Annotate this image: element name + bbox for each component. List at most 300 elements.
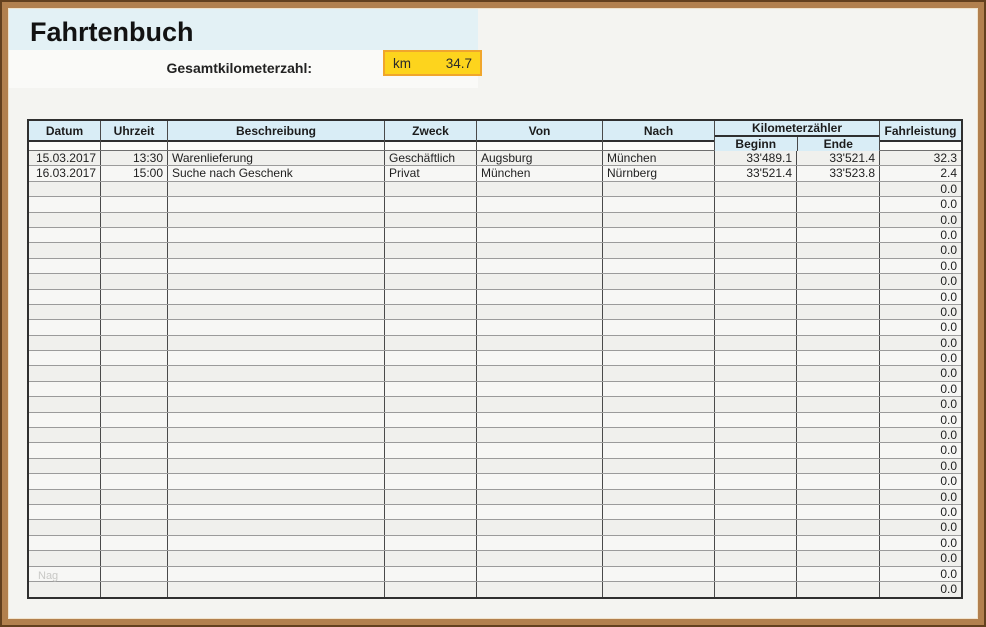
cell-zweck[interactable] — [385, 213, 477, 227]
table-row — [29, 290, 961, 305]
cell-zweck[interactable] — [385, 459, 477, 473]
table-row — [29, 474, 961, 489]
table-row — [29, 320, 961, 335]
cell-beginn[interactable] — [715, 182, 797, 196]
cell-uhrzeit[interactable] — [101, 290, 168, 304]
column-header-beginn: Beginn — [715, 137, 798, 151]
cell-von[interactable] — [477, 290, 603, 304]
cell-uhrzeit[interactable]: 13:30 — [101, 151, 168, 165]
table-row — [29, 259, 961, 274]
table-row — [29, 274, 961, 289]
cell-nach[interactable] — [603, 351, 715, 365]
cell-beschreibung[interactable] — [168, 490, 385, 504]
table-row — [29, 490, 961, 505]
cell-von[interactable] — [477, 213, 603, 227]
cell-fahrleistung[interactable]: 0.0 — [940, 381, 957, 396]
cell-beginn[interactable] — [715, 490, 797, 504]
cell-nach[interactable]: Nürnberg — [603, 166, 715, 180]
cell-nach[interactable] — [603, 320, 715, 334]
cell-uhrzeit[interactable] — [101, 305, 168, 319]
cell-von[interactable] — [477, 413, 603, 427]
cell-beschreibung[interactable] — [168, 336, 385, 350]
cell-von[interactable] — [477, 536, 603, 550]
cell-datum[interactable] — [29, 551, 101, 565]
cell-nach[interactable] — [603, 243, 715, 257]
cell-nach[interactable] — [603, 520, 715, 534]
table-row — [29, 305, 961, 320]
cell-ende[interactable] — [797, 320, 880, 334]
cell-zweck[interactable]: Geschäftlich — [385, 151, 477, 165]
table-row — [29, 567, 961, 582]
cell-von[interactable] — [477, 459, 603, 473]
cell-datum[interactable] — [29, 582, 101, 597]
cell-beschreibung[interactable] — [168, 259, 385, 273]
cell-von[interactable] — [477, 305, 603, 319]
cell-datum[interactable] — [29, 459, 101, 473]
table-row — [29, 382, 961, 397]
cell-datum[interactable] — [29, 536, 101, 550]
cell-datum[interactable] — [29, 413, 101, 427]
cell-nach[interactable] — [603, 213, 715, 227]
cell-von[interactable] — [477, 197, 603, 211]
cell-datum[interactable]: 16.03.2017 — [29, 166, 101, 180]
cell-von[interactable] — [477, 382, 603, 396]
cell-datum[interactable] — [29, 443, 101, 457]
cell-beginn[interactable] — [715, 459, 797, 473]
cell-fahrleistung[interactable]: 2.4 — [940, 166, 957, 181]
cell-uhrzeit[interactable] — [101, 443, 168, 457]
cell-uhrzeit[interactable] — [101, 459, 168, 473]
cell-beginn[interactable] — [715, 259, 797, 273]
cell-nach[interactable] — [603, 490, 715, 504]
cell-zweck[interactable] — [385, 197, 477, 211]
cell-uhrzeit[interactable] — [101, 351, 168, 365]
cell-beschreibung[interactable] — [168, 459, 385, 473]
cell-uhrzeit[interactable] — [101, 320, 168, 334]
cell-beschreibung[interactable] — [168, 243, 385, 257]
cell-beginn[interactable] — [715, 243, 797, 257]
cell-datum[interactable] — [29, 490, 101, 504]
cell-zweck[interactable] — [385, 228, 477, 242]
cell-beschreibung[interactable] — [168, 413, 385, 427]
cell-ende[interactable] — [797, 259, 880, 273]
cell-fahrleistung[interactable]: 0.0 — [940, 397, 957, 412]
cell-nach[interactable] — [603, 443, 715, 457]
cell-datum[interactable] — [29, 505, 101, 519]
cell-fahrleistung[interactable]: 0.0 — [940, 366, 957, 381]
cell-zweck[interactable] — [385, 428, 477, 442]
cell-zweck[interactable] — [385, 351, 477, 365]
cell-beschreibung[interactable] — [168, 397, 385, 411]
cell-datum[interactable] — [29, 197, 101, 211]
table-row — [29, 213, 961, 228]
cell-beginn[interactable] — [715, 197, 797, 211]
cell-zweck[interactable] — [385, 305, 477, 319]
cell-datum[interactable] — [29, 243, 101, 257]
cell-nach[interactable] — [603, 536, 715, 550]
cell-nach[interactable] — [603, 505, 715, 519]
cell-zweck[interactable] — [385, 413, 477, 427]
cell-ende[interactable]: 33'523.8 — [797, 166, 880, 180]
cell-ende[interactable] — [797, 243, 880, 257]
cell-uhrzeit[interactable] — [101, 228, 168, 242]
cell-ende[interactable] — [797, 443, 880, 457]
cell-von[interactable] — [477, 520, 603, 534]
cell-uhrzeit[interactable] — [101, 397, 168, 411]
cell-datum[interactable] — [29, 520, 101, 534]
cell-datum[interactable] — [29, 259, 101, 273]
cell-datum[interactable] — [29, 290, 101, 304]
cell-uhrzeit[interactable] — [101, 182, 168, 196]
cell-fahrleistung[interactable]: 0.0 — [940, 243, 957, 258]
cell-ende[interactable]: 33'521.4 — [797, 151, 880, 165]
cell-beginn[interactable] — [715, 290, 797, 304]
cell-datum[interactable] — [29, 305, 101, 319]
cell-beginn[interactable] — [715, 505, 797, 519]
cell-von[interactable] — [477, 243, 603, 257]
cell-zweck[interactable] — [385, 336, 477, 350]
cell-nach[interactable] — [603, 197, 715, 211]
table-row — [29, 197, 961, 212]
cell-ende[interactable] — [797, 228, 880, 242]
cell-zweck[interactable] — [385, 551, 477, 565]
cell-zweck[interactable] — [385, 505, 477, 519]
table-row — [29, 351, 961, 366]
cell-beginn[interactable] — [715, 443, 797, 457]
cell-beginn[interactable] — [715, 336, 797, 350]
cell-nach[interactable] — [603, 474, 715, 488]
cell-datum[interactable] — [29, 320, 101, 334]
cell-von[interactable] — [477, 443, 603, 457]
cell-fahrleistung[interactable]: 0.0 — [940, 351, 957, 366]
cell-datum[interactable] — [29, 213, 101, 227]
cell-beginn[interactable] — [715, 567, 797, 581]
table-row — [29, 413, 961, 428]
cell-von[interactable] — [477, 274, 603, 288]
cell-fahrleistung[interactable]: 0.0 — [940, 520, 957, 535]
cell-beginn[interactable]: 33'521.4 — [715, 166, 797, 180]
column-header-zweck: Zweck — [385, 121, 477, 150]
cell-ende[interactable] — [797, 274, 880, 288]
cell-zweck[interactable] — [385, 274, 477, 288]
cell-beginn[interactable] — [715, 320, 797, 334]
cell-datum[interactable] — [29, 182, 101, 196]
cell-ende[interactable] — [797, 382, 880, 396]
cell-von[interactable] — [477, 582, 603, 597]
cell-beginn[interactable] — [715, 274, 797, 288]
cell-nach[interactable] — [603, 582, 715, 597]
cell-beginn[interactable]: 33'489.1 — [715, 151, 797, 165]
cell-ende[interactable] — [797, 305, 880, 319]
cell-fahrleistung[interactable]: 0.0 — [940, 551, 957, 566]
table-row — [29, 228, 961, 243]
cell-uhrzeit[interactable] — [101, 259, 168, 273]
cell-ende[interactable] — [797, 290, 880, 304]
cell-nach[interactable] — [603, 366, 715, 380]
column-header-uhrzeit: Uhrzeit — [101, 121, 168, 150]
cell-beschreibung[interactable] — [168, 428, 385, 442]
cell-beschreibung[interactable] — [168, 567, 385, 581]
cell-zweck[interactable] — [385, 182, 477, 196]
cell-uhrzeit[interactable] — [101, 366, 168, 380]
cell-nach[interactable] — [603, 182, 715, 196]
cell-uhrzeit[interactable] — [101, 413, 168, 427]
cell-ende[interactable] — [797, 582, 880, 597]
cell-datum[interactable] — [29, 397, 101, 411]
table-row — [29, 551, 961, 566]
cell-beschreibung[interactable] — [168, 366, 385, 380]
cell-von[interactable] — [477, 259, 603, 273]
cell-zweck[interactable] — [385, 366, 477, 380]
cell-ende[interactable] — [797, 213, 880, 227]
cell-datum[interactable] — [29, 428, 101, 442]
cell-von[interactable] — [477, 366, 603, 380]
cell-von[interactable] — [477, 474, 603, 488]
cell-datum[interactable] — [29, 336, 101, 350]
cell-fahrleistung[interactable]: 0.0 — [940, 581, 957, 596]
cell-nach[interactable] — [603, 259, 715, 273]
cell-beschreibung[interactable] — [168, 520, 385, 534]
cell-von[interactable] — [477, 397, 603, 411]
cell-fahrleistung[interactable]: 0.0 — [940, 289, 957, 304]
column-header-von: Von — [477, 121, 603, 150]
cell-ende[interactable] — [797, 197, 880, 211]
cell-beginn[interactable] — [715, 213, 797, 227]
cell-nach[interactable] — [603, 274, 715, 288]
cell-ende[interactable] — [797, 536, 880, 550]
cell-beschreibung[interactable] — [168, 536, 385, 550]
cell-beschreibung[interactable] — [168, 182, 385, 196]
total-kilometers-cell[interactable] — [383, 50, 482, 76]
cell-ende[interactable] — [797, 413, 880, 427]
cell-von[interactable] — [477, 320, 603, 334]
cell-beginn[interactable] — [715, 551, 797, 565]
cell-fahrleistung[interactable]: 0.0 — [940, 197, 957, 212]
cell-ende[interactable] — [797, 551, 880, 565]
cell-fahrleistung[interactable]: 0.0 — [940, 227, 957, 242]
cell-fahrleistung[interactable]: 0.0 — [940, 458, 957, 473]
cell-fahrleistung[interactable]: 0.0 — [940, 504, 957, 519]
cell-beschreibung[interactable] — [168, 305, 385, 319]
cell-beschreibung[interactable]: Warenlieferung — [168, 151, 385, 165]
table-row — [29, 243, 961, 258]
cell-nach[interactable] — [603, 397, 715, 411]
cell-ende[interactable] — [797, 351, 880, 365]
table-row — [29, 397, 961, 412]
cell-uhrzeit[interactable] — [101, 490, 168, 504]
cell-beschreibung[interactable] — [168, 274, 385, 288]
cell-beschreibung[interactable] — [168, 290, 385, 304]
cell-beschreibung[interactable] — [168, 320, 385, 334]
cell-beschreibung[interactable] — [168, 505, 385, 519]
cell-fahrleistung[interactable]: 0.0 — [940, 412, 957, 427]
cell-von[interactable] — [477, 351, 603, 365]
cell-fahrleistung[interactable]: 0.0 — [940, 489, 957, 504]
cell-von[interactable] — [477, 551, 603, 565]
cell-von[interactable] — [477, 228, 603, 242]
cell-beginn[interactable] — [715, 305, 797, 319]
cell-von[interactable]: Augsburg — [477, 151, 603, 165]
cell-fahrleistung[interactable]: 0.0 — [940, 258, 957, 273]
cell-ende[interactable] — [797, 459, 880, 473]
cell-beginn[interactable] — [715, 366, 797, 380]
cell-beschreibung[interactable] — [168, 443, 385, 457]
cell-zweck[interactable] — [385, 443, 477, 457]
cell-von[interactable] — [477, 567, 603, 581]
cell-beginn[interactable] — [715, 536, 797, 550]
cell-von[interactable]: München — [477, 166, 603, 180]
cell-von[interactable] — [477, 490, 603, 504]
cell-nach[interactable] — [603, 459, 715, 473]
cell-fahrleistung[interactable]: 0.0 — [940, 443, 957, 458]
cell-uhrzeit[interactable] — [101, 551, 168, 565]
cell-fahrleistung[interactable]: 0.0 — [940, 428, 957, 443]
cell-von[interactable] — [477, 428, 603, 442]
watermark-text: Nag — [38, 570, 59, 582]
cell-zweck[interactable] — [385, 582, 477, 597]
column-header-nach: Nach — [603, 121, 715, 150]
table-row — [29, 520, 961, 535]
cell-ende[interactable] — [797, 490, 880, 504]
cell-nach[interactable] — [603, 290, 715, 304]
cell-beginn[interactable] — [715, 382, 797, 396]
cell-datum[interactable]: 15.03.2017 — [29, 151, 101, 165]
table-row — [29, 366, 961, 381]
cell-ende[interactable] — [797, 428, 880, 442]
cell-uhrzeit[interactable] — [101, 243, 168, 257]
cell-datum[interactable] — [29, 474, 101, 488]
cell-fahrleistung[interactable]: 0.0 — [940, 304, 957, 319]
cell-nach[interactable] — [603, 413, 715, 427]
cell-datum[interactable] — [29, 274, 101, 288]
cell-ende[interactable] — [797, 520, 880, 534]
cell-ende[interactable] — [797, 182, 880, 196]
cell-uhrzeit[interactable] — [101, 213, 168, 227]
cell-nach[interactable] — [603, 382, 715, 396]
cell-fahrleistung[interactable]: 32.3 — [933, 151, 957, 165]
cell-beginn[interactable] — [715, 228, 797, 242]
total-kilometers-label: Gesamtkilometerzahl: — [166, 60, 312, 76]
cell-zweck[interactable] — [385, 567, 477, 581]
table-row — [29, 459, 961, 474]
cell-zweck[interactable] — [385, 382, 477, 396]
cell-ende[interactable] — [797, 567, 880, 581]
cell-uhrzeit[interactable]: 15:00 — [101, 166, 168, 180]
cell-beschreibung[interactable]: Suche nach Geschenk — [168, 166, 385, 180]
cell-zweck[interactable] — [385, 397, 477, 411]
cell-beginn[interactable] — [715, 582, 797, 597]
cell-beschreibung[interactable] — [168, 382, 385, 396]
cell-beschreibung[interactable] — [168, 551, 385, 565]
cell-beginn[interactable] — [715, 351, 797, 365]
cell-datum[interactable] — [29, 382, 101, 396]
table-row — [29, 582, 961, 597]
cell-uhrzeit[interactable] — [101, 520, 168, 534]
table-row — [29, 443, 961, 458]
cell-ende[interactable] — [797, 336, 880, 350]
cell-fahrleistung[interactable]: 0.0 — [940, 335, 957, 350]
cell-von[interactable] — [477, 505, 603, 519]
cell-uhrzeit[interactable] — [101, 582, 168, 597]
cell-uhrzeit[interactable] — [101, 428, 168, 442]
cell-fahrleistung[interactable]: 0.0 — [940, 566, 957, 581]
cell-nach[interactable] — [603, 228, 715, 242]
column-header-beschreibung: Beschreibung — [168, 121, 385, 150]
cell-zweck[interactable] — [385, 490, 477, 504]
cell-fahrleistung[interactable]: 0.0 — [940, 181, 957, 196]
cell-datum[interactable] — [29, 366, 101, 380]
cell-beschreibung[interactable] — [168, 474, 385, 488]
cell-zweck[interactable]: Privat — [385, 166, 477, 180]
cell-ende[interactable] — [797, 366, 880, 380]
column-header-datum: Datum — [29, 121, 101, 150]
cell-von[interactable] — [477, 336, 603, 350]
table-row — [29, 336, 961, 351]
cell-beginn[interactable] — [715, 428, 797, 442]
cell-zweck[interactable] — [385, 520, 477, 534]
cell-zweck[interactable] — [385, 290, 477, 304]
cell-beschreibung[interactable] — [168, 213, 385, 227]
cell-nach[interactable] — [603, 305, 715, 319]
cell-nach[interactable] — [603, 551, 715, 565]
cell-fahrleistung[interactable]: 0.0 — [940, 535, 957, 550]
cell-ende[interactable] — [797, 397, 880, 411]
cell-beschreibung[interactable] — [168, 228, 385, 242]
cell-zweck[interactable] — [385, 320, 477, 334]
cell-ende[interactable] — [797, 505, 880, 519]
cell-beginn[interactable] — [715, 520, 797, 534]
cell-uhrzeit[interactable] — [101, 382, 168, 396]
cell-uhrzeit[interactable] — [101, 274, 168, 288]
cell-zweck[interactable] — [385, 474, 477, 488]
table-body — [29, 151, 961, 597]
cell-beginn[interactable] — [715, 413, 797, 427]
table-row — [29, 536, 961, 551]
column-header-ende: Ende — [798, 137, 880, 151]
column-group-kilometerzaehler — [715, 121, 880, 150]
cell-ende[interactable] — [797, 474, 880, 488]
cell-nach[interactable] — [603, 428, 715, 442]
cell-uhrzeit[interactable] — [101, 567, 168, 581]
cell-fahrleistung[interactable]: 0.0 — [940, 474, 957, 489]
column-header-fahrleistung: Fahrleistung — [880, 121, 961, 150]
cell-uhrzeit[interactable] — [101, 336, 168, 350]
cell-uhrzeit[interactable] — [101, 474, 168, 488]
cell-zweck[interactable] — [385, 243, 477, 257]
cell-uhrzeit[interactable] — [101, 536, 168, 550]
cell-uhrzeit[interactable] — [101, 197, 168, 211]
cell-fahrleistung[interactable]: 0.0 — [940, 274, 957, 289]
cell-beginn[interactable] — [715, 397, 797, 411]
table-row — [29, 151, 961, 166]
cell-datum[interactable] — [29, 228, 101, 242]
cell-fahrleistung[interactable]: 0.0 — [940, 320, 957, 335]
cell-uhrzeit[interactable] — [101, 505, 168, 519]
table-row — [29, 505, 961, 520]
cell-zweck[interactable] — [385, 536, 477, 550]
cell-datum[interactable] — [29, 351, 101, 365]
cell-beginn[interactable] — [715, 474, 797, 488]
cell-zweck[interactable] — [385, 259, 477, 273]
cell-nach[interactable] — [603, 567, 715, 581]
cell-beschreibung[interactable] — [168, 197, 385, 211]
cell-fahrleistung[interactable]: 0.0 — [940, 212, 957, 227]
cell-nach[interactable] — [603, 336, 715, 350]
cell-beschreibung[interactable] — [168, 351, 385, 365]
cell-beschreibung[interactable] — [168, 582, 385, 597]
cell-von[interactable] — [477, 182, 603, 196]
cell-nach[interactable]: München — [603, 151, 715, 165]
